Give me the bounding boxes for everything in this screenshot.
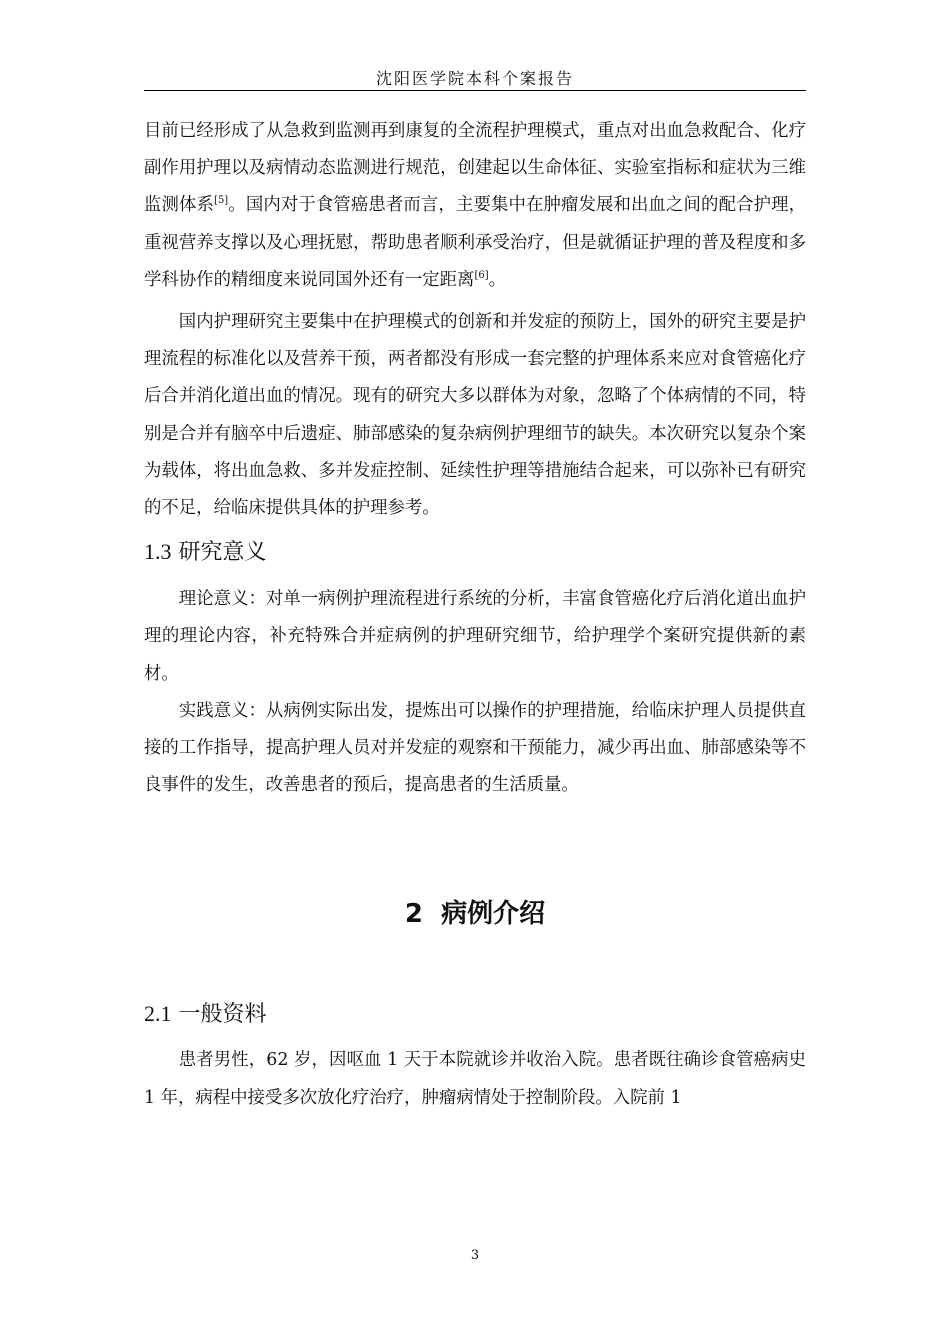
- section-title: 研究意义: [178, 540, 267, 566]
- citation-6: [6]: [474, 270, 489, 282]
- page-number: 3: [470, 1248, 480, 1263]
- paragraph-text: 。: [488, 269, 507, 290]
- paragraph-theoretical-significance: 理论意义：对单一病例护理流程进行系统的分析，丰富食管癌化疗后消化道出血护理的理论内容，补充特殊合并症病例的护理研究细节，给护理学个案研究提供新的素材。: [144, 589, 806, 684]
- section-heading-2-1: [144, 999, 806, 1030]
- page-body: [144, 113, 806, 1117]
- section-title: 一般资料: [178, 1002, 267, 1028]
- section-heading-1-3: [144, 537, 806, 568]
- section-number: 1.3: [144, 539, 172, 565]
- paragraph-practical-significance: 实践意义：从病例实际出发，提炼出可以操作的护理措施，给临床护理人员提供直接的工作指导，提高护理人员对并发症的观察和干预能力，减少再出血、肺部感染等不良事件的发生，改善患者的预后，提高患者的生活质量。: [144, 700, 806, 796]
- citation-5: [5]: [214, 195, 229, 207]
- section-number: 2.1: [144, 1001, 172, 1027]
- paragraph-text: 。国内对于食管癌患者而言，主要集中在肿瘤发展和出血之间的配合护理，重视营养支撑以及心理抚慰，帮助患者顺利承受治疗，但是就循证护理的普及程度和多学科协作的精细度来说同国外还有一定距离: [144, 195, 806, 290]
- chapter-title: 病例介绍: [441, 899, 546, 930]
- paragraph-text: 目前已经形成了从急救到监测再到康复的全流程护理模式，重点对出血急救配合、化疗副作用护理以及病情动态监测进行规范，创建起以生命体征、实验室指标和症状为三维监测体系: [144, 121, 806, 216]
- paragraph-domestic-status: [144, 113, 806, 299]
- header-rule: [144, 90, 806, 91]
- chapter-heading-2: [144, 897, 806, 931]
- paragraph-research-gap: 国内护理研究主要集中在护理模式的创新和并发症的预防上，国外的研究主要是护理流程的标准化以及营养干预，两者都没有形成一套完整的护理体系来应对食管癌化疗后合并消化道出血的情况。现有的研究大多以群体为对象，忽略了个体病情的不同，特别是合并有脑卒中后遗症、肺部感染的复杂病例护理细节的缺失。本次研究以复杂个案为载体，将出血急救、多并发症控制、延续性护理等措施结合起来，可以弥补已有研究的不足，给临床提供具体的护理参考。: [144, 312, 806, 519]
- chapter-number: 2: [404, 899, 423, 930]
- running-header: 沈阳医学院本科个案报告: [375, 69, 574, 88]
- paragraph-general-info: 患者男性，62 岁，因呕血 1 天于本院就诊并收治入院。患者既往确诊食管癌病史 1 年，病程中接受多次放化疗治疗，肿瘤病情处于控制阶段。入院前 1: [144, 1050, 806, 1108]
